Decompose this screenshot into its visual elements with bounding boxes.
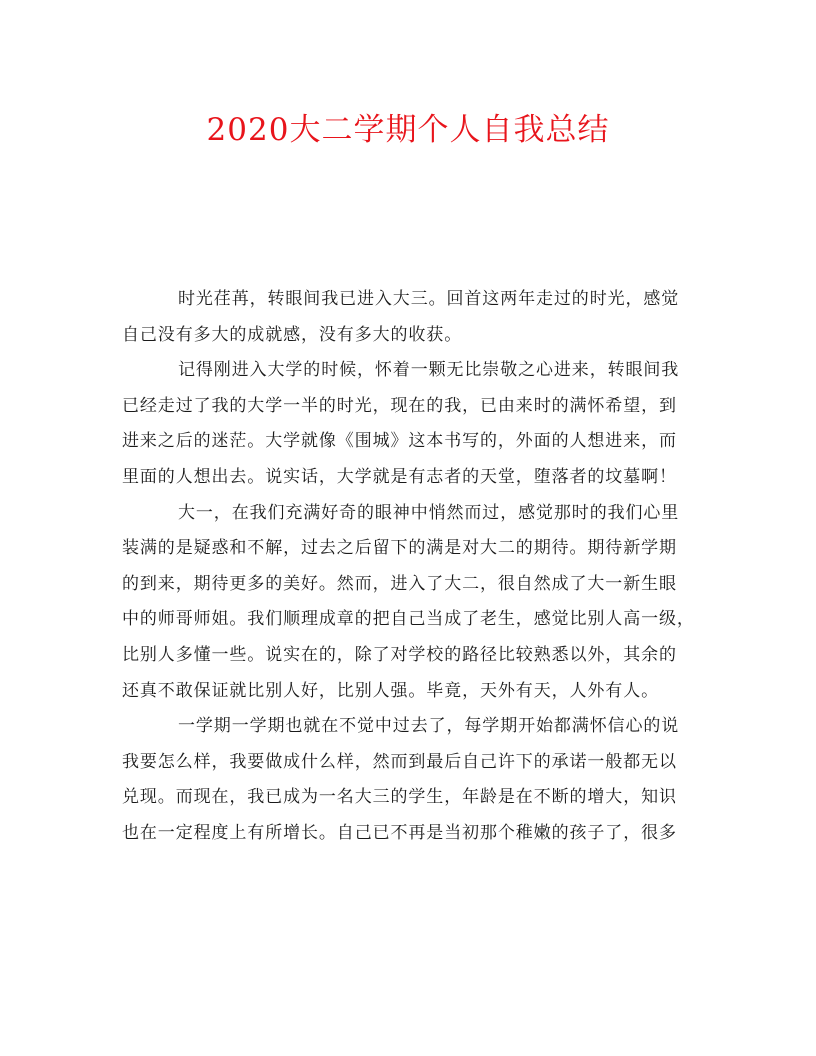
paragraph-line: 还真不敢保证就比别人好，比别人强。毕竟，天外有天，人外有人。 <box>122 680 659 701</box>
paragraph-3 <box>122 496 698 710</box>
paragraph-line: 中的师哥师姐。我们顺理成章的把自己当成了老生，感觉比别人高一级， <box>122 609 695 630</box>
paragraph-1 <box>122 282 698 353</box>
paragraph-line: 记得刚进入大学的时候，怀着一颗无比崇敬之心进来，转眼间我 <box>178 360 680 381</box>
paragraph-line: 也在一定程度上有所增长。自己已不再是当初那个稚嫩的孩子了，很多 <box>122 822 677 843</box>
paragraph-line: 进来之后的迷茫。大学就像《围城》这本书写的，外面的人想进来，而 <box>122 431 677 452</box>
paragraph-line: 我要怎么样，我要做成什么样，然而到最后自己许下的承诺一般都无以 <box>122 751 677 772</box>
paragraph-line: 大一，在我们充满好奇的眼神中悄然而过，感觉那时的我们心里 <box>178 502 680 523</box>
paragraph-line: 装满的是疑惑和不解，过去之后留下的满是对大二的期待。期待新学期 <box>122 538 677 559</box>
paragraph-line: 里面的人想出去。说实话，大学就是有志者的天堂，堕落者的坟墓啊！ <box>122 466 677 487</box>
paragraph-line: 时光荏苒，转眼间我已进入大三。回首这两年走过的时光，感觉 <box>178 289 680 309</box>
paragraph-line: 自己没有多大的成就感，没有多大的收获。 <box>122 324 463 345</box>
paragraph-line: 已经走过了我的大学一半的时光，现在的我，已由来时的满怀希望，到 <box>122 395 677 416</box>
paragraph-line: 的到来，期待更多的美好。然而，进入了大二，很自然成了大一新生眼 <box>122 573 677 594</box>
paragraph-4 <box>122 709 698 851</box>
paragraph-2 <box>122 353 698 495</box>
paragraph-line: 兑现。而现在，我已成为一名大三的学生，年龄是在不断的增大，知识 <box>122 787 677 808</box>
paragraph-line: 一学期一学期也就在不觉中过去了，每学期开始都满怀信心的说 <box>178 716 680 737</box>
paragraph-line: 比别人多懂一些。说实在的，除了对学校的路径比较熟悉以外，其余的 <box>122 644 677 665</box>
document-body <box>122 282 698 852</box>
document-title: 2020大二学期个人自我总结 <box>206 112 610 148</box>
